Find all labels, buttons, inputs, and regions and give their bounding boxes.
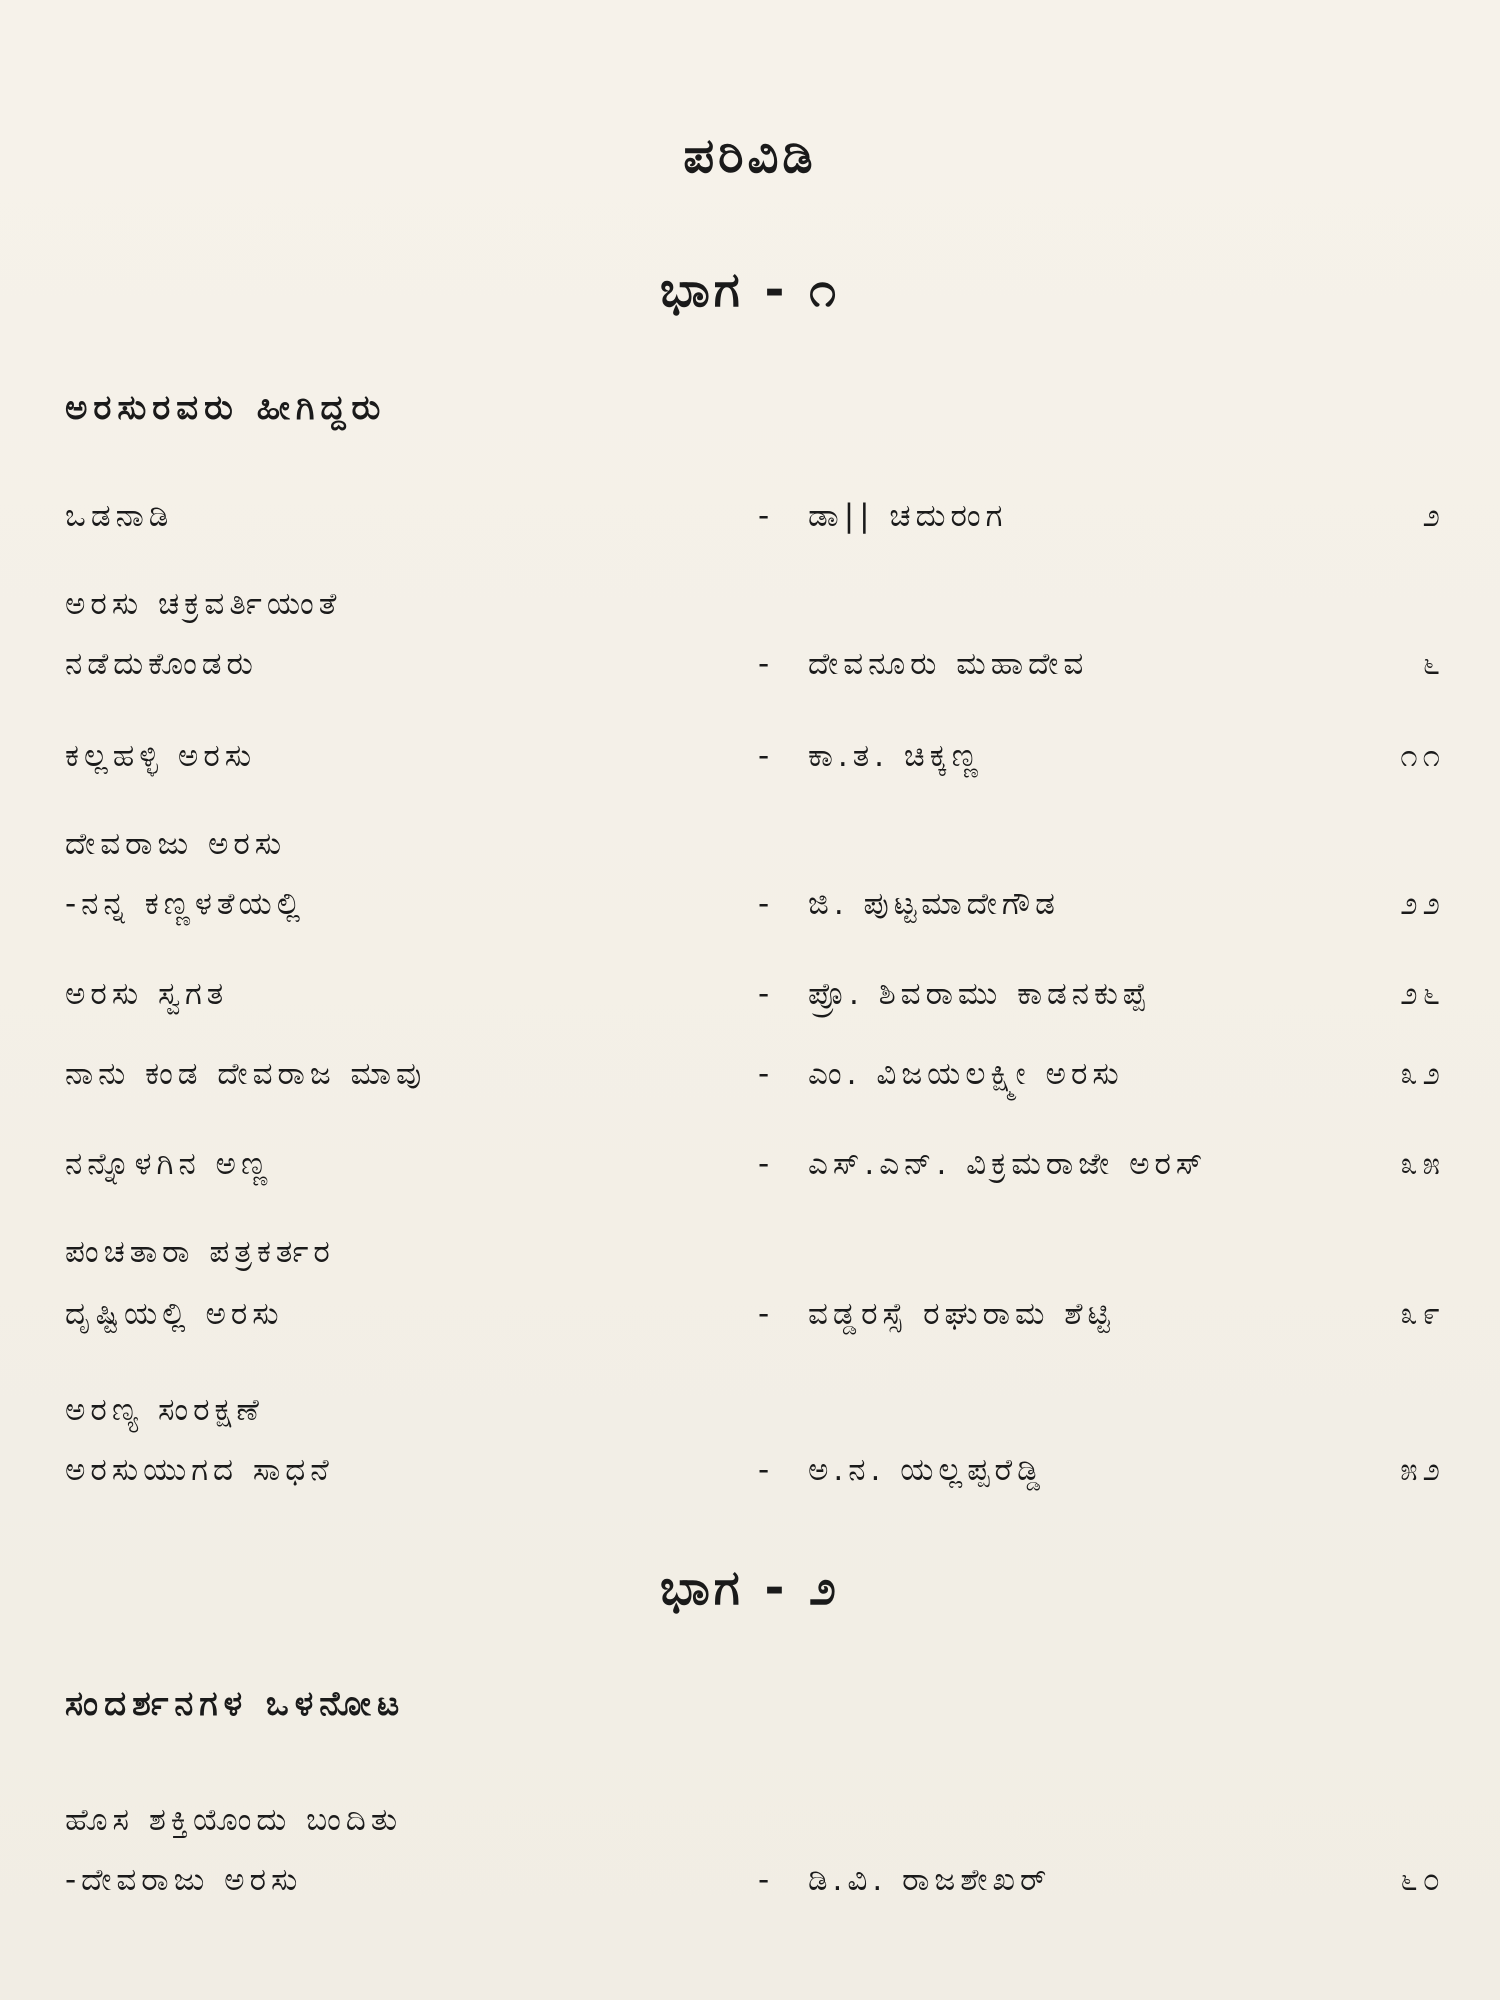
section-1-title: ಅರಸುರವರು ಹೀಗಿದ್ದರು xyxy=(65,388,387,428)
entry-page: ೨೨ xyxy=(1400,886,1445,922)
entry-dash: - xyxy=(758,976,775,1012)
entry-author: ಕಾ.ತ. ಚಿಕ್ಕಣ್ಣ xyxy=(808,738,983,774)
entry-page: ೧೧ xyxy=(1400,738,1445,774)
entry-title: ಅರಸು ಚಕ್ರವರ್ತಿಯಂತೆ xyxy=(65,586,342,622)
page-title: ಪರಿವಿಡಿ xyxy=(683,128,817,184)
toc-entry xyxy=(0,1452,1500,1502)
toc-entry xyxy=(0,1296,1500,1346)
entry-dash: - xyxy=(758,646,775,682)
entry-author: ದೇವನೂರು ಮಹಾದೇವ xyxy=(808,646,1089,682)
entry-author: ಅ.ನ. ಯಲ್ಲಪ್ಪರೆಡ್ಡಿ xyxy=(808,1452,1046,1488)
entry-title: ದೇವರಾಜು ಅರಸು xyxy=(65,826,287,862)
entry-dash: - xyxy=(758,1452,775,1488)
entry-title: ಕಲ್ಲಹಳ್ಳಿ ಅರಸು xyxy=(65,738,257,774)
entry-author: ಎಂ. ವಿಜಯಲಕ್ಷ್ಮೀ ಅರಸು xyxy=(808,1056,1124,1092)
entry-title: ನಾನು ಕಂಡ ದೇವರಾಜ ಮಾವು xyxy=(65,1056,427,1092)
toc-entry-line xyxy=(0,1234,1500,1284)
toc-entry xyxy=(0,1146,1500,1196)
entry-author: ಡಿ.ವಿ. ರಾಜಶೇಖರ್ xyxy=(808,1862,1052,1898)
entry-page: ೨ xyxy=(1422,498,1445,534)
entry-dash: - xyxy=(758,498,775,534)
toc-entry xyxy=(0,976,1500,1026)
entry-author: ಪ್ರೊ. ಶಿವರಾಮು ಕಾಡನಕುಪ್ಪೆ xyxy=(808,976,1152,1012)
entry-title: ಹೊಸ ಶಕ್ತಿಯೊಂದು ಬಂದಿತು xyxy=(65,1802,403,1838)
entry-author: ಎಸ್.ಎನ್. ವಿಕ್ರಮರಾಜೇ ಅರಸ್ xyxy=(808,1146,1208,1182)
toc-entry xyxy=(0,498,1500,548)
entry-title: ಅರಸುಯುಗದ ಸಾಧನೆ xyxy=(65,1452,334,1488)
entry-dash: - xyxy=(758,1296,775,1332)
entry-title: ನನ್ನೊಳಗಿನ ಅಣ್ಣ xyxy=(65,1146,273,1182)
toc-entry xyxy=(0,886,1500,936)
toc-entry-line xyxy=(0,1802,1500,1852)
entry-author: ವಡ್ಡರಸ್ಸೆ ರಘುರಾಮ ಶೆಟ್ಟಿ xyxy=(808,1296,1115,1332)
entry-dash: - xyxy=(758,1862,775,1898)
toc-entry-line xyxy=(0,586,1500,636)
toc-entry xyxy=(0,1862,1500,1912)
toc-entry xyxy=(0,646,1500,696)
entry-title: ಒಡನಾಡಿ xyxy=(65,498,174,534)
part-2-heading: ಭಾಗ - ೨ xyxy=(660,1560,840,1616)
toc-entry-line xyxy=(0,1392,1500,1442)
toc-entry-line xyxy=(0,826,1500,876)
entry-page: ೩೨ xyxy=(1400,1056,1445,1092)
part-1-heading: ಭಾಗ - ೧ xyxy=(660,262,840,318)
entry-dash: - xyxy=(758,738,775,774)
entry-page: ೫೨ xyxy=(1400,1452,1445,1488)
entry-dash: - xyxy=(758,1056,775,1092)
entry-title: -ದೇವರಾಜು ಅರಸು xyxy=(65,1862,303,1898)
entry-title: ನಡೆದುಕೊಂಡರು xyxy=(65,646,258,682)
entry-page: ೬೦ xyxy=(1400,1862,1445,1898)
entry-title: ದೃಷ್ಟಿಯಲ್ಲಿ ಅರಸು xyxy=(65,1296,284,1332)
entry-title: ಪಂಚತಾರಾ ಪತ್ರಕರ್ತರ xyxy=(65,1234,335,1270)
entry-author: ಜಿ. ಪುಟ್ಟಮಾದೇಗೌಡ xyxy=(808,886,1060,922)
entry-page: ೩೫ xyxy=(1400,1146,1445,1182)
toc-entry xyxy=(0,738,1500,788)
toc-entry xyxy=(0,1056,1500,1106)
entry-author: ಡಾ|| ಚದುರಂಗ xyxy=(808,498,1008,534)
entry-page: ೩೯ xyxy=(1400,1296,1445,1332)
entry-title: ಅರಸು ಸ್ವಗತ xyxy=(65,976,229,1012)
entry-dash: - xyxy=(758,1146,775,1182)
entry-title: -ನನ್ನ ಕಣ್ಣಳತೆಯಲ್ಲಿ xyxy=(65,886,306,922)
entry-title: ಅರಣ್ಯ ಸಂರಕ್ಷಣೆ xyxy=(65,1392,264,1428)
entry-page: ೬ xyxy=(1422,646,1445,682)
section-2-title: ಸಂದರ್ಶನಗಳ ಒಳನೋಟ xyxy=(65,1684,406,1724)
entry-dash: - xyxy=(758,886,775,922)
entry-page: ೨೬ xyxy=(1400,976,1445,1012)
